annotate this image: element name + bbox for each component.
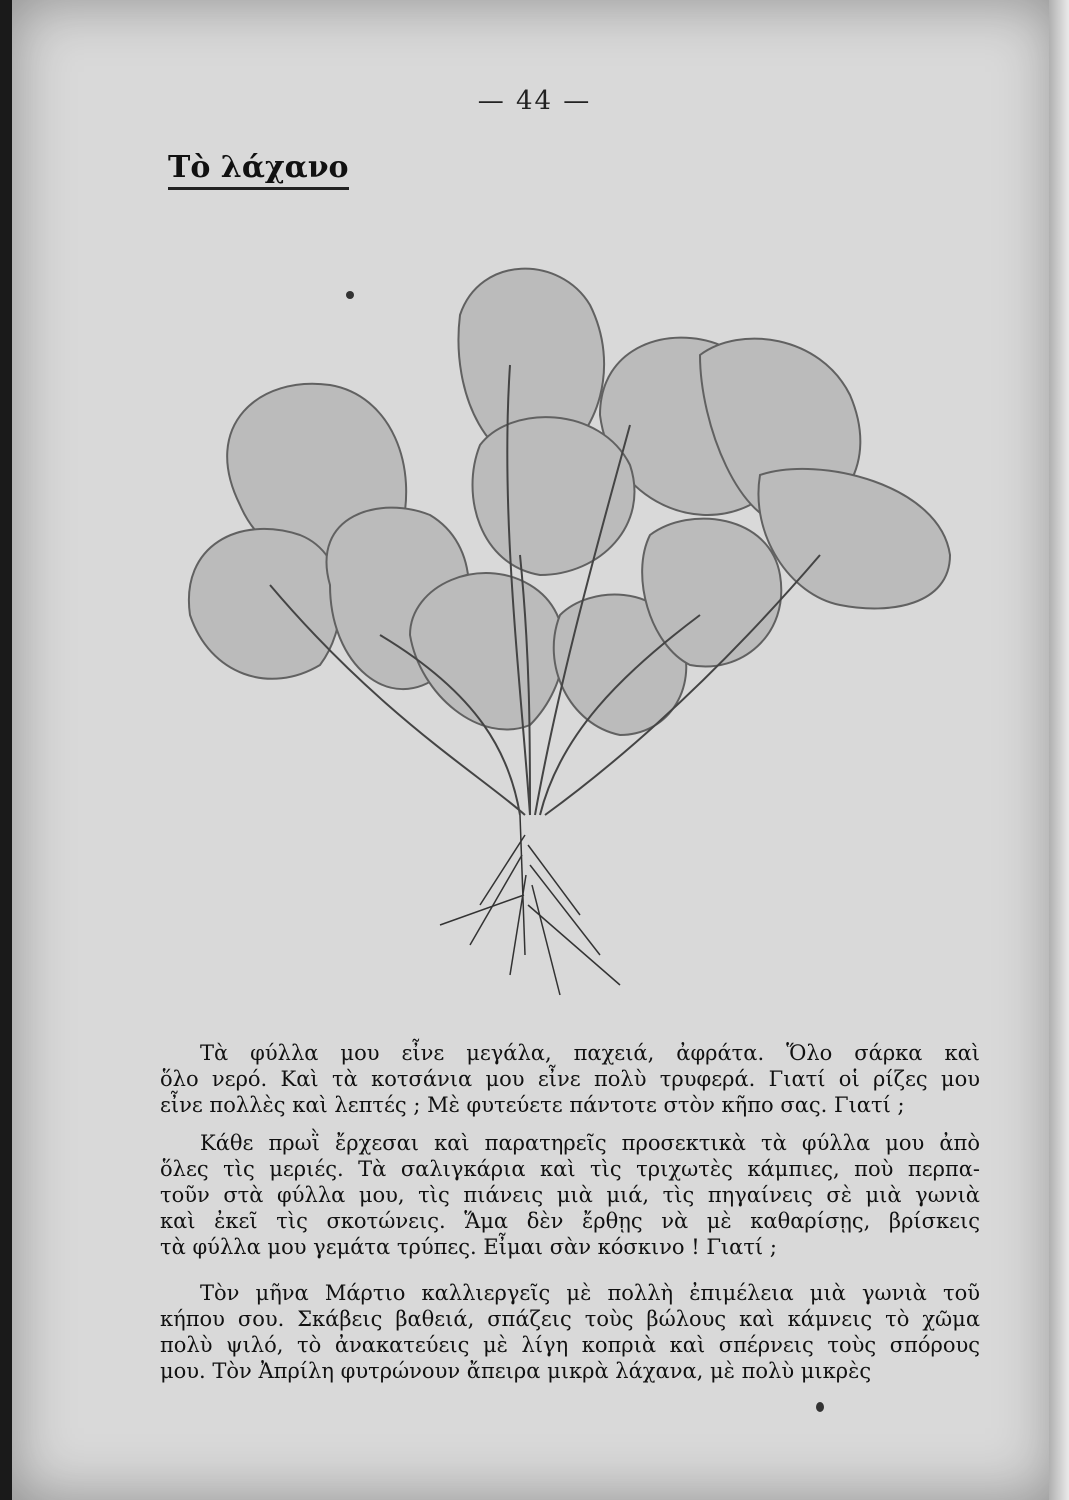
- paragraph-line: ὅλο νερό. Καὶ τὰ κοτσάνια μου εἶνε πολὺ τρυφερά. Γιατί οἱ ρίζες μου: [160, 1067, 980, 1091]
- cabbage-illustration: [180, 255, 960, 1015]
- paragraph-line: Κάθε πρωῒ ἔρχεσαι καὶ παρατηρεῖς προσεκτικὰ τὰ φύλλα μου ἀπὸ: [200, 1131, 980, 1155]
- paragraph-line: Τὰ φύλλα μου εἶνε μεγάλα, παχειά, ἀφράτα. Ὅλο σάρκα καὶ: [200, 1041, 980, 1065]
- paragraph-line: τὰ φύλλα μου γεμάτα τρύπες. Εἶμαι σὰν κόσκινο ! Γιατί ;: [160, 1235, 777, 1259]
- paragraph-line: ὅλες τὶς μεριές. Τὰ σαλιγκάρια καὶ τὶς τριχωτὲς κάμπιες, ποὺ περπα-: [160, 1157, 980, 1181]
- ink-spot: [816, 1402, 824, 1412]
- paragraph-3: [160, 1280, 980, 1384]
- paragraph-line: τοῦν στὰ φύλλα μου, τὶς πιάνεις μιὰ μιά, τὶς πηγαίνεις σὲ μιὰ γωνιὰ: [160, 1183, 980, 1207]
- page-number: — 44 —: [477, 86, 592, 116]
- paragraph-line: μου. Τὸν Ἀπρίλη φυτρώνουν ἄπειρα μικρὰ λάχανα, μὲ πολὺ μικρὲς: [160, 1359, 872, 1383]
- page-title: Τὸ λάχανο: [168, 150, 349, 190]
- paragraph-line: εἶνε πολλὲς καὶ λεπτές ; Μὲ φυτεύετε πάντοτε στὸν κῆπο σας. Γιατί ;: [160, 1093, 905, 1117]
- paragraph-line: Τὸν μῆνα Μάρτιο καλλιεργεῖς μὲ πολλὴ ἐπιμέλεια μιὰ γωνιὰ τοῦ: [200, 1281, 980, 1305]
- ink-spot: [346, 291, 354, 299]
- paragraph-line: πολὺ ψιλό, τὸ ἀνακατεύεις μὲ λίγη κοπριὰ καὶ σπέρνεις τοὺς σπόρους: [160, 1333, 980, 1357]
- page-edge: [1049, 0, 1069, 1500]
- paragraph-1: [160, 1040, 980, 1118]
- paragraph-line: καὶ ἐκεῖ τὶς σκοτώνεις. Ἅμα δὲν ἔρθῃς νὰ μὲ καθαρίσῃς, βρίσκεις: [160, 1209, 980, 1233]
- paragraph-line: κήπου σου. Σκάβεις βαθειά, σπάζεις τοὺς βώλους καὶ κάμνεις τὸ χῶμα: [160, 1307, 980, 1331]
- paragraph-2: [160, 1130, 980, 1260]
